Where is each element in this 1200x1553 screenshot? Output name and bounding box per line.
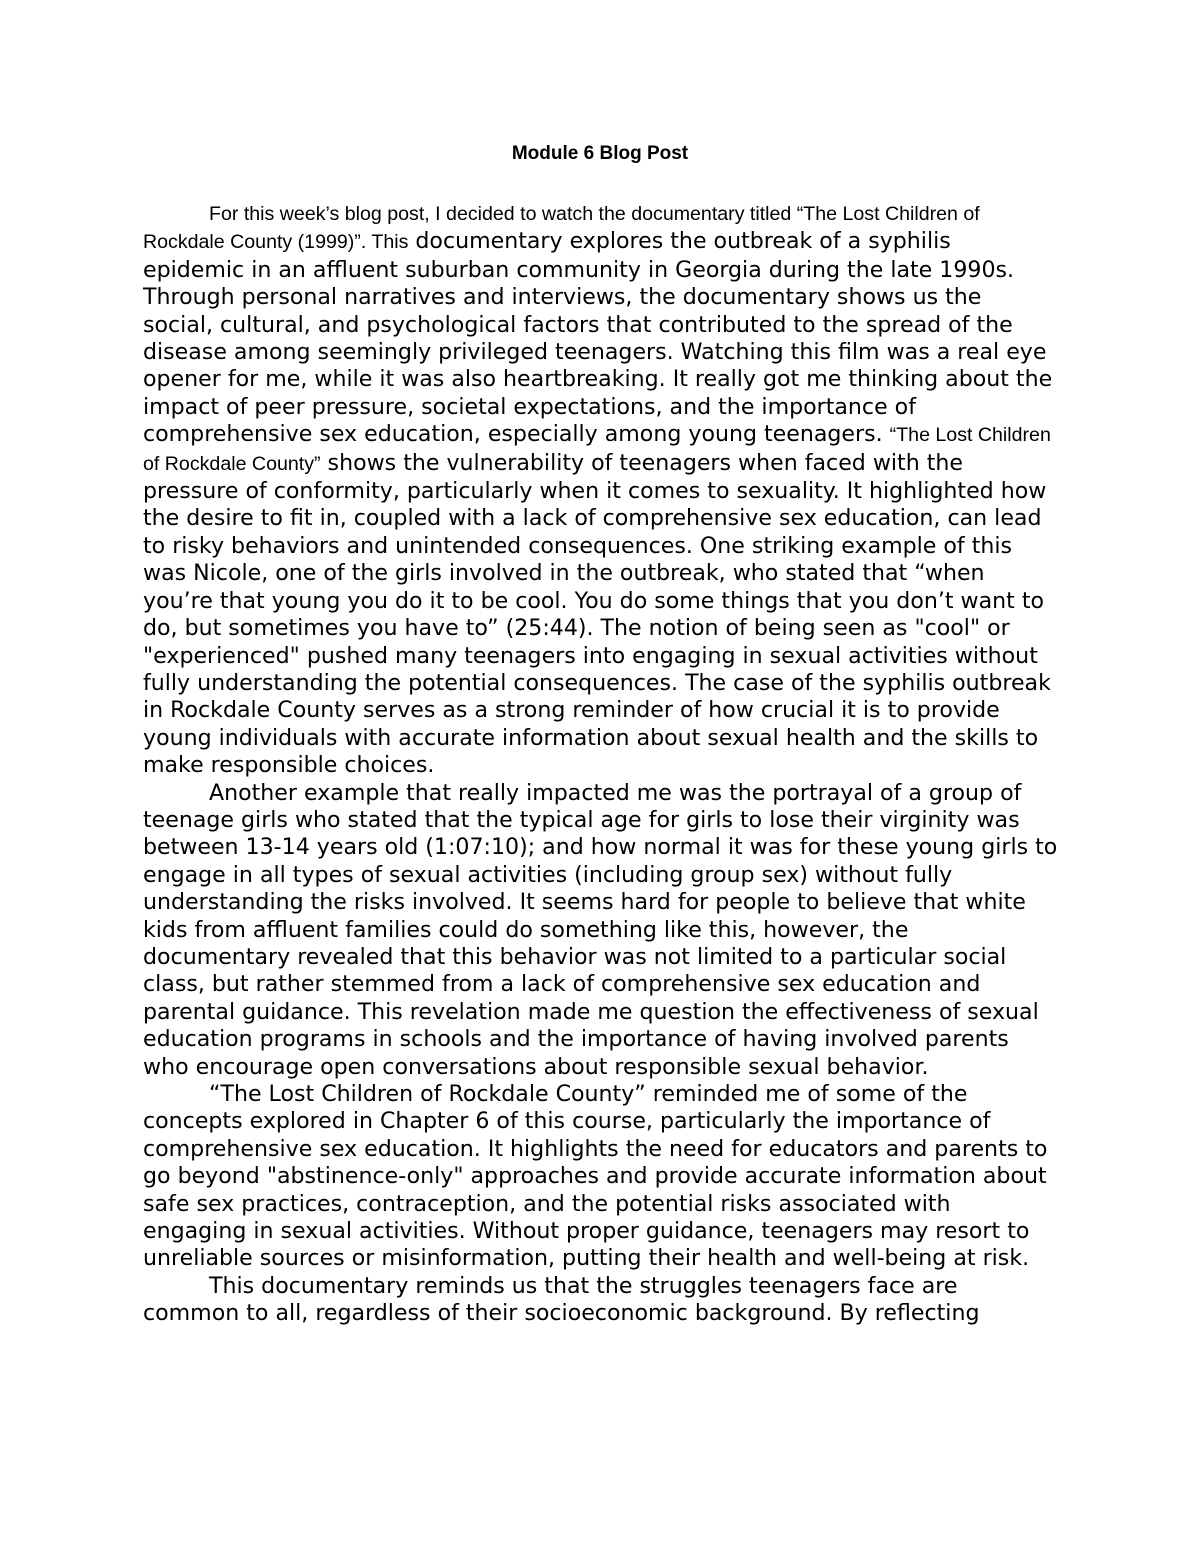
paragraph-1-intro: For this week’s blog post, I decided to watch the documentary titled “The Lost Children of Rockdale County (1999)”. This (143, 203, 980, 254)
paragraph-1-body-b: shows the vulnerability of teenagers when faced with the pressure of conformity, particularly when it comes to sexuality. It highlighted how the desire to fit in, coupled with a lack of comprehensive sex education, can lead to risky behaviors and unintended consequences. One striking example of this was Nicole, one of the girls involved in the outbreak, who stated that “when you’re that young you do it to be cool. You do some things that you don’t want to do, but sometimes you have to” (25:44). The notion of being seen as "cool" or "experienced" pushed many teenagers into engaging in sexual activities without fully understanding the potential consequences. The case of the syphilis outbreak in Rockdale County serves as a strong reminder of how crucial it is to provide young individuals with accurate information about sexual health and the skills to make responsible choices. (143, 449, 1051, 779)
paragraph-2: Another example that really impacted me was the portrayal of a group of teenage girls who stated that the typical age for girls to lose their virginity was between 13-14 years old (1:07:10); and how normal it was for these young girls to engage in all types of sexual activities (including group sex) without fully understanding the risks involved. It seems hard for people to believe that white kids from affluent families could do something like this, however, the documentary revealed that this behavior was not limited to a particular social class, but rather stemmed from a lack of comprehensive sex education and parental guidance. This revelation made me question the effectiveness of sexual education programs in schools and the importance of having involved parents who encourage open conversations about responsible sexual behavior. (143, 779, 1058, 1080)
document-body (143, 200, 1058, 1328)
paragraph-1 (143, 200, 1058, 780)
paragraph-1-body-a: documentary explores the outbreak of a syphilis epidemic in an affluent suburban community in Georgia during the late 1990s. Through personal narratives and interviews, the documentary shows us the social, cultural, and psychological factors that contributed to the spread of the disease among seemingly privileged teenagers. Watching this film was a real eye opener for me, while it was also heartbreaking. It really got me thinking about the impact of peer pressure, societal expectations, and the importance of comprehensive sex education, especially among young teenagers. (143, 228, 1053, 448)
paragraph-1-quoted-title: “The Lost Children of Rockdale County” (143, 424, 1051, 475)
page-title: Module 6 Blog Post (511, 143, 689, 164)
paragraph-3: “The Lost Children of Rockdale County” reminded me of some of the concepts explored in Chapter 6 of this course, particularly the importance of comprehensive sex education. It highlights the need for educators and parents to go beyond "abstinence-only" approaches and provide accurate information about safe sex practices, contraception, and the potential risks associated with engaging in sexual activities. Without proper guidance, teenagers may resort to unreliable sources or misinformation, putting their health and well-being at risk. (143, 1081, 1048, 1272)
paragraph-4: This documentary reminds us that the struggles teenagers face are common to all, regardless of their socioeconomic background. By reflecting (143, 1272, 980, 1327)
